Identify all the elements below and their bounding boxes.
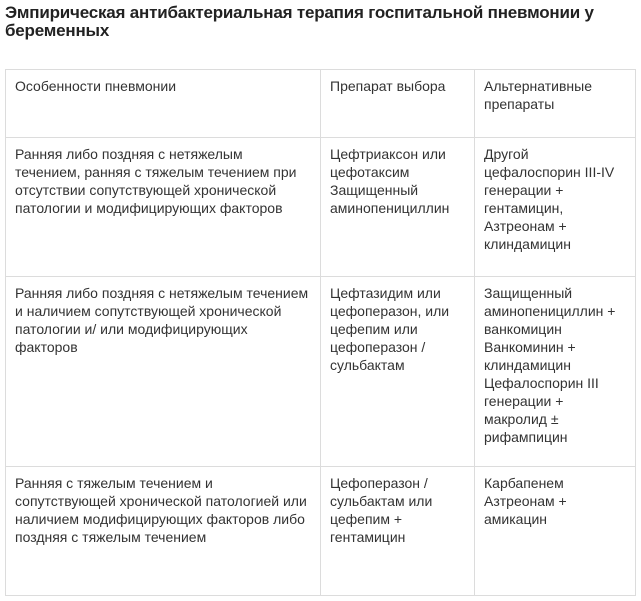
cell-alternative xyxy=(475,277,636,467)
cell-alternative-text: Другой цефалоспорин III-IV генерации + гентамицин, Азтреонам + клиндамицин xyxy=(484,146,615,252)
cell-alternative xyxy=(475,138,636,277)
page-title: Эмпирическая антибактериальная терапия госпитальной пневмонии у беременных xyxy=(5,3,594,40)
header-features: Особенности пневмонии xyxy=(6,70,321,138)
cell-choice xyxy=(321,277,475,467)
cell-choice-text: Цефтазидим или цефоперазон, или цефепим или цефоперазон / сульбактам xyxy=(330,285,450,373)
table-row xyxy=(6,467,636,596)
cell-features: Ранняя либо поздняя с нетяжелым течением и наличием сопутствующей хронической патологии и/ или модифицирующих факторов xyxy=(6,277,321,467)
cell-alternative-text: Карбапенем Азтреонам + амикацин xyxy=(484,475,567,527)
table-row xyxy=(6,138,636,277)
cell-choice-text: Цефоперазон / сульбактам или цефепим + гентамицин xyxy=(330,475,433,545)
table-header-row xyxy=(6,70,636,138)
header-choice: Препарат выбора xyxy=(321,70,475,138)
cell-alternative xyxy=(475,467,636,596)
header-alternative-label: Альтернативные препараты xyxy=(484,78,592,112)
cell-features: Ранняя либо поздняя с нетяжелым течением, ранняя с тяжелым течением при отсутствии сопутствующей хронической патологии и модифицирующих факторов xyxy=(6,138,321,277)
therapy-table xyxy=(5,69,636,596)
table-row xyxy=(6,277,636,467)
header-alternative xyxy=(475,70,636,138)
cell-choice xyxy=(321,467,475,596)
cell-choice xyxy=(321,138,475,277)
cell-alternative-text: Защищенный аминопенициллин + ванкомицин Ванкоминин + клиндамицин Цефалоспорин III генерации + макролид ± рифампицин xyxy=(484,285,616,445)
cell-choice-text: Цефтриаксон или цефотаксим Защищенный аминопенициллин xyxy=(330,146,450,216)
cell-features: Ранняя с тяжелым течением и сопутствующей хронической патологией или наличием модифицирующих факторов либо поздняя с тяжелым течением xyxy=(6,467,321,596)
